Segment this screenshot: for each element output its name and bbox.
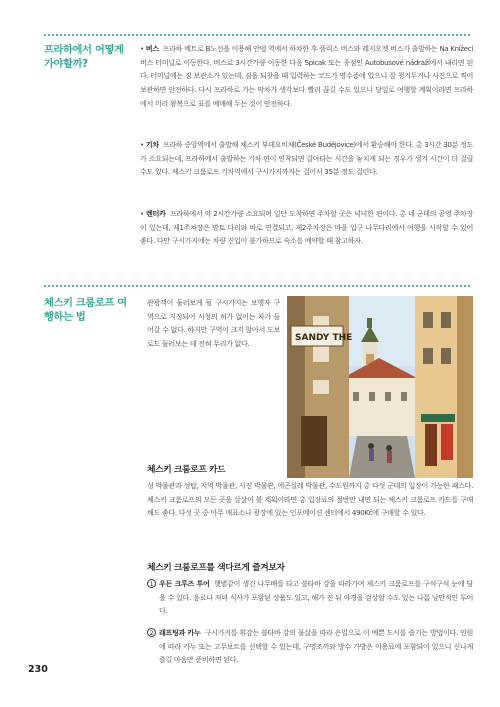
bullet-text: 프라하에서 약 2시간가량 소요되며 일단 도착하면 주차할 곳은 넉넉한 편이다. 총 네 군데의 공영 주차장이 있는데, 제1주차장은 망토 다리와 바로 연결되고, 제2주차장은 마을 입구 나무다리에서 여행을 시작할 수 있어 좋다. 다만 구시가지에는 차량 진입이 불가하므로 숙소를 예약할 때 참고하자. xyxy=(140,209,473,246)
item-label: 래프팅과 카누 xyxy=(159,628,201,637)
bullet-label: 렌터카 xyxy=(146,209,166,218)
card-heading: 체스키 크룸로프 카드 xyxy=(147,465,226,475)
number-circle: 2 xyxy=(147,628,156,637)
numbered-item xyxy=(147,626,473,667)
bullet-train: • 기차 프라하 중앙역에서 출발해 체스키 부데요비체(České Budějovice)에서 환승해야 한다. 총 3시간 30분 정도가 소요되는데, 프라하에서 출발하는 기차 편이 연착되면 갈아타는 시간을 놓치게 되는 경우가 생겨 시간이 더 걸릴 수도 있다. 체스키 크룸로프 기차역에서 구시가지까지는 걸어서 35분 정도 걸린다. xyxy=(140,140,473,177)
enjoy-heading: 체스키 크룸로프를 색다르게 즐겨보자 xyxy=(147,563,285,573)
intro-paragraph: 관광객이 둘러보게 될 구시가지는 보행자 구역으로 지정되어 시청의 허가 없이는 차가 들어갈 수 없다. 하지만 구역이 크지 않아서 도보로도 둘러보는 데 전혀 무리가 없다. xyxy=(147,298,280,349)
bullet-text: 프라하 메트로 B노선을 이용해 안델 역에서 하차한 후 플릭스 버스와 레지오젯 버스가 출발하는 Na Knížecí 버스 터미널로 이동한다. 버스로 3시간가량 이동한 다음 Spicak 또는 종점인 Autobusové nádraží에서 내리면 된다. 터미널에는 짐 보관소가 있는데, 짐을 되찾을 때 입력하는 코드가 영수증에 있으니 잘 챙겨두거나 사진으로 찍어 보관하면 안전하다. 다시 프라하로 가는 막차가 생각보다 빨리 끊길 수도 있으니 당일로 여행할 계획이라면 프라하에서 미리 왕복으로 표를 예매해 두는 것이 안전하다. xyxy=(140,44,473,108)
numbered-item xyxy=(147,577,473,618)
bullet-rentcar: • 렌터카 프라하에서 약 2시간가량 소요되며 일단 도착하면 주차할 곳은 넉넉한 편이다. 총 네 군데의 공영 주차장이 있는데, 제1주차장은 망토 다리와 바로 연결되고, 제2주차장은 마을 입구 나무다리에서 여행을 시작할 수 있어 좋다. 다만 구시가지에는 차량 진입이 불가하므로 숙소를 예약할 때 참고하자. xyxy=(140,209,473,246)
section-divider xyxy=(44,285,470,287)
card-paragraph: 성 박물관과 성탑, 지역 박물관, 사진 박물관, 에곤실레 박물관, 수도원까지 총 다섯 군데의 입장이 가능한 패스다. 체스키 크룸로프의 모든 곳을 살살이 볼 계획이라면 총 입장료의 절반만 내면 되는 체스키 크룸로프 카드를 구매해도 좋다. 다섯 곳 중 아무 매표소나 광장에 있는 인포메이션 센터에서 490Kč에 구매할 수 있다. xyxy=(147,481,473,518)
page-number: 230 xyxy=(28,664,48,675)
section-divider xyxy=(44,34,470,36)
bullet-label: 버스 xyxy=(145,44,159,53)
item-text: 구시가지를 휘감는 블타바 강의 물살을 따라 은밀으로 이 예쁜 도시를 즐기는 방법이다. 인원에 따라 카누 또는 고무보트를 선택할 수 있는데, 구명조끼와 방수 가방은 이용료에 포함되어 있으니 신나게 즐길 마음만 준비하면 된다. xyxy=(159,628,474,665)
bullet-label: 기차 xyxy=(145,140,159,149)
item-label: 우든 크루즈 투어 xyxy=(159,579,210,588)
town-street-photo xyxy=(287,296,473,478)
item-text: 햇볕같이 생긴 나무배를 타고 블타바 강을 따라가며 체스키 크룸로프를 구석구석 눈에 담을 수 있다. 음료나 저녁 식사가 포함된 상품도 있고, 해가 진 뒤 야경을 감상할 수도 있는 나름 낭만적인 투어다. xyxy=(159,579,474,616)
bullet-text: 프라하 중앙역에서 출발해 체스키 부데요비체(České Budějovice)에서 환승해야 한다. 총 3시간 30분 정도가 소요되는데, 프라하에서 출발하는 기차 편이 연착되면 갈아타는 시간을 놓치게 되는 경우가 생겨 시간이 더 걸릴 수도 있다. 체스키 크룸로프 기차역에서 구시가지까지는 걸어서 35분 정도 걸린다. xyxy=(140,140,473,177)
shop-sign-text: SANDY THE xyxy=(295,333,353,343)
section-title: 체스키 크룸로프 여행하는 법 xyxy=(44,298,127,323)
bullet-bus: • 버스 프라하 메트로 B노선을 이용해 안델 역에서 하차한 후 플릭스 버스와 레지오젯 버스가 출발하는 Na Knížecí 버스 터미널로 이동한다. 버스로 3시간가량 이동한 다음 Spicak 또는 종점인 Autobusové nádraží에서 내리면 된다. 터미널에는 짐 보관소가 있는데, 짐을 되찾을 때 입력하는 코드가 영수증에 있으니 잘 챙겨두거나 사진으로 찍어 보관하면 안전하다. 다시 프라하로 가는 막차가 생각보다 빨리 끊길 수도 있으니 당일로 여행할 계획이라면 프라하에서 미리 왕복으로 표를 예매해 두는 것이 안전하다. xyxy=(140,44,473,108)
section-title: 프라하에서 어떻게 가야할까? xyxy=(44,45,124,70)
number-circle: 1 xyxy=(147,579,156,588)
